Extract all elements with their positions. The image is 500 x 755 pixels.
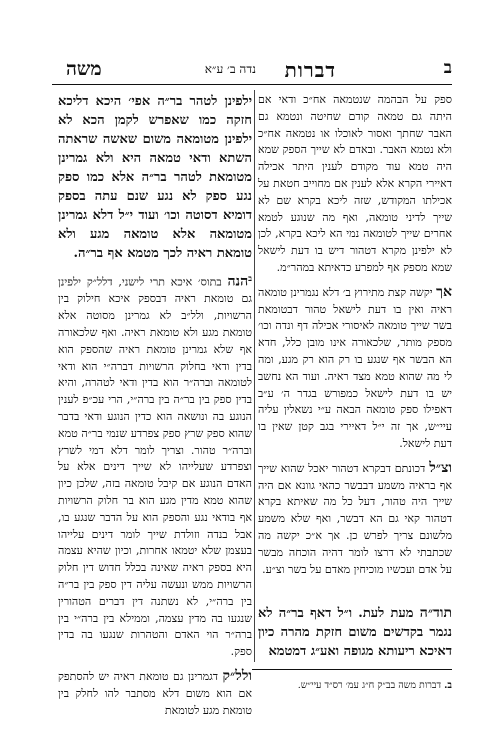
left-column [58,92,252,719]
paragraph: אך יקשה קצת מתירוץ ב׳ דלא נגמרינן טומאה ראיה ואין בו דעת לישאל טהור דבטומאת בשר שייך טומאה לאיסורי אכילה דף ונדה וכו׳ מספק מותר, שלכאורה אינו מובן כלל, חדא הא הבשר אף שנגע בו רק הוא רק מגע, ומה לי מה שהוא טמא מצד ראיה. ועוד הא נחשב יש בו דעת לישאל כמפורש בגדר ה׳ ע״ב דאפילו ספק טומאה הבאה ע״י נשאלין עליה עיי״ש, אך זה י״ל דאיירי בגב קטן שאין בו דעת לישאל. [258,283,452,450]
paragraph: ספק על הבהמה שנטמאה אח״כ ודאי אם היתה גם טמאה קודם שחיטה ונטמא גם האבר שחתך ואסור לאוכלו או נטמאה אח״כ ולא נטמא האבר. ובאדם לא שייך הספק שמא היה טמא עוד מקודם לענין היתר אכילה דאיירי הקרא אלא לענין אם מחוייב חטאת על אכילתו המקודש, שזה ליכא בקרא שם לא שייך לדיני טומאה, ואף מה שנוגע לטמא אחרים שייך לטומאה נמי הא ליכא בקרא, לכן לא ילפינן מקרא דטהור דיש בו דעת לישאל שמא מספק אף למפרע כדאיתא במהר״מ. [258,93,452,274]
page-letter: ב [443,58,452,78]
author-name: משה [66,58,102,80]
footnote-text: דברות משה בב״ק ח״ג עמ׳ רס״ד עיי״ש. [297,680,445,691]
paragraph: תוד״ה מעת לעת. ו״ל דאף בר״ה לא נגמר בקדשים משום חזקת מהרה כיון דאיכא ריעותא מגופה ואע״ג דמטמא [258,605,452,660]
tractate-reference: נדה ב׳ ע״א [204,62,256,76]
paragraph-opener: וצ״ל [429,459,452,476]
paragraph: $^ב$הנה בתוס׳ איכא תרי לישני, דלל״ק ילפינן גם טומאת ראיה דבספק איכא חילוק בין הרשויות, ולל״ב לא גמרינן מסוטה אלא טומאת מגע ולא טומאת ראיה. ואף שלכאורה אף שלא גמרינן טומאת ראיה שהספק הוא בדין ודאי בחלוק הרשויות דברה״י הוא ודאי לטומאה וברה״ר הוא בדין ודאי לטהרה, והיא בדין ספק בין בר״ה בין ברה״י, הרי עכ״פ לענין הנוגע בה ונושאה הוא כדין הנוגע ודאי בדבר שהוא ספק שרץ ספק צפרדע שנמי בר״ה טמא וברה״ר טהור. וצריך לומר דלא דמי לשרץ וצפרדע שעלייהו לא שייך דינים אלא על האדם הנוגע אם קיבל טומאה בזה, שלכן כיון שהוא טמא מדין מגע הוא בר חלוק הרשויות אף בודאי נגע והספק הוא על הדבר שנגע בו, אבל בנדה וזולדת שייך לומר דינים עלייהו בעצמן שלא יטמאו אחרות, וכיון שהיא עצמה היא בספק ראיה שאינה בכלל חדוש דין חלוק הרשויות ממש ונעשה עליה דין ספק בין בר״ה בין ברה״י, לא נשתנה דין דברים הטהורין שנגעו בה מדין עצמה, וממילא בין ברה״י בין ברה״ר הוי האדם והטהרות שנגעו בה בדין ספק. [58,273,252,659]
paragraph-opener: הנה [227,273,249,290]
paragraph-opener: אך [436,283,452,300]
paragraph: וצ״ל דכונתם דבקרא דטהור יאכל שהוא שייך אף בראיה משמע דבבשר כהאי גוונא אם היה שייך היה טהור, דעל כל מה שאיתא בקרא דטהור קאי גם הא דבשר, ואף שלא משמע מלשונם צריך לפרש כן. אך א״כ יקשה מה שכתבתי לא דרצו לומר דהיה הוכחה מבשר על אדם ועכשיו מוכיחין מאדם על בשר וצ״ע. [258,459,452,576]
column-divider [254,90,255,662]
running-header [52,58,452,80]
paragraph: ולל״ק דגמרינן גם טומאת ראיה יש להסתפק אם הוא משום דלא מסתבר להו לחלק בין טומאת מגע לטומאת [58,667,252,717]
book-title: דברות [284,58,336,82]
paragraph: ילפינן לטהר בר״ה אפי׳ היכא דליכא חזקה כמו שאפרש לקמן הכא לא ילפינן מטומאה משום שאשה שראתה השתא ודאי טמאה היא ולא גמרינן מטומאת לטהר בר״ה אלא כמו ספק נגע ספק לא נגע שנם עתה בספק דומיא דסוטה וכו׳ ועוד י״ל דלא גמרינן מטומאה אלא טומאה מגע ולא טומאת ראיה לכך מטמא אף בר״ה. [58,94,252,261]
right-column [258,92,452,661]
footnote-rule [252,669,452,670]
footnote-marker: ב [248,273,252,283]
paragraph-opener: תוד״ה [419,605,452,622]
header-rule [52,84,452,85]
paragraph-opener: ולל״ק [222,667,252,684]
footnote-key: ב. [444,680,452,691]
footnote [52,680,452,692]
